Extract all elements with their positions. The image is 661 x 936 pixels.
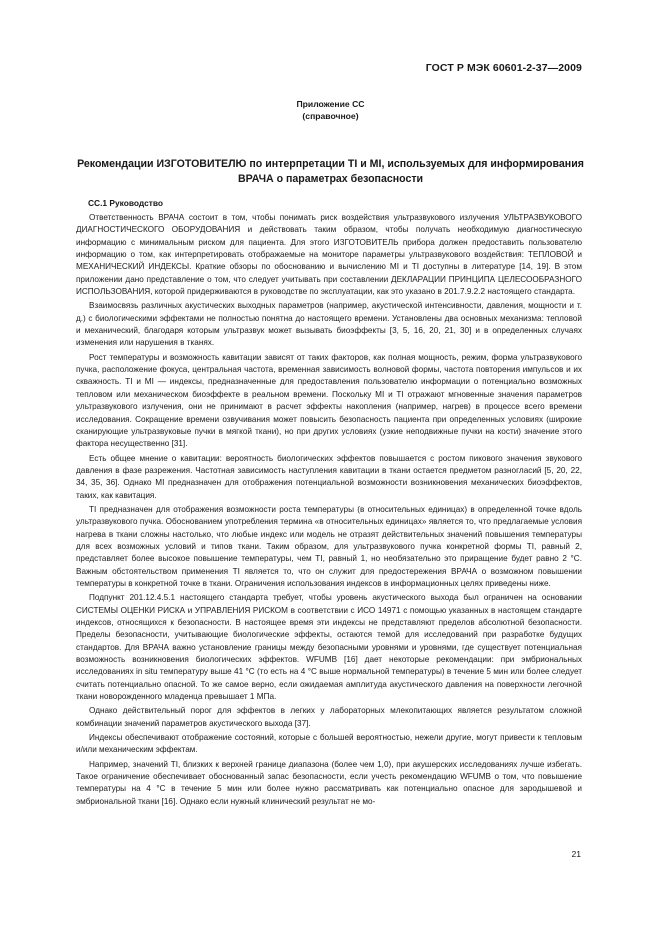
paragraph: Есть общее мнение о кавитации: вероятность биологических эффектов повышается с ростом пикового значения звукового давления в фазе разрежения. Частотная зависимость наступления кавитации в ткани остается предметом разногласий [5, 20, 22, 34, 35, 36]. Однако MI предназначен для отображения потенциальной возможности возникновения механических биоэффектов, таких, как кавитация. <box>76 453 582 500</box>
paragraph: Например, значений TI, близких к верхней границе диапазона (более чем 1,0), при акушерских исследованиях лучше избегать. Такое ограничение обеспечивает обоснованный запас безопасности, если учесть рекомендацию WFUMB о том, что повышение температуры на 4 °С в течение 5 мин или более нужно рассматривать как потенциально опасное для зародышевой и эмбриональной ткани [16]. Однако если нужный клинический результат не мо- <box>76 759 582 806</box>
standard-header: ГОСТ Р МЭК 60601-2-37—2009 <box>425 62 582 74</box>
paragraph: Индексы обеспечивают отображение состояний, которые с большей вероятностью, нежели другие, могут привести к тепловым и/или механическим эффектам. <box>76 733 582 755</box>
paragraph: TI предназначен для отображения возможности роста температуры (в относительных единицах) в определенной точке вдоль ультразвукового пучка. Обоснованием употребления термина «в относительных единицах» является то, что предлагаемые условия нагрева в ткани сложны настолько, что любые индекс или модель не отразят действительных значений повышения температуры для всех возможных условий и типов ткани. Таким образом, для ультразвукового пучка конкретной формы TI, равный 2, представляет более высокое повышение температуры, чем TI, равный 1, но необязательно это приращение будет равно 2 °С. Важным обстоятельством применения TI является то, что он служит для предостережения ВРАЧА о возможном повышении температуры в конкретной точке в ткани. Ограничения использования индексов в информационных целях приведены ниже. <box>76 504 582 588</box>
paragraph: Взаимосвязь различных акустических выходных параметров (например, акустической интенсивности, давления, мощности и т. д.) с биологическими эффектами не полностью понятна до настоящего времени. Установлены два основных механизма: тепловой и механический, благодаря которым ультразвук может вызывать биоэффекты [3, 5, 16, 20, 21, 30] и в определенных случаях изменения или нарушения в тканях. <box>76 301 582 348</box>
paragraph: Рост температуры и возможность кавитации зависят от таких факторов, как полная мощность, режим, форма ультразвукового пучка, расположение фокуса, центральная частота, временная зависимость волновой формы, частота повторения импульсов и их скважность. TI и MI — индексы, предназначенные для предоставления пользователю информации о потенциально возможных тепловом или механическом биоэффекте в реальном времени. Поскольку MI и TI отражают мгновенные значения параметров ультразвукового излучения, они не принимают в расчет эффекты накопления (например, нагрев) в процессе всего времени исследования. Сокращение времени озвучивания может повысить безопасность пациента при определенных условиях (широкие сканирующие ультразвуковые пучки в мягкой ткани), но при других условиях (узкие неподвижные пучки на кости) значение этого фактора несущественно [31]. <box>76 352 582 449</box>
annex-type: (справочное) <box>302 111 359 121</box>
paragraph: Подпункт 201.12.4.5.1 настоящего стандарта требует, чтобы уровень акустического выхода был ограничен на основании СИСТЕМЫ ОЦЕНКИ РИСКА и УПРАВЛЕНИЯ РИСКОМ в соответствии с ИСО 14971 с помощью указанных в настоящем стандарте индексов, относящихся к безопасности. В настоящее время эти индексы не представляют пределов абсолютной безопасности. Пределы безопасности, учитывающие биологические эффекты, остаются темой для исследований при разработке будущих стандартов. Для ВРАЧА важно установление границы между безопасными уровнями и уровнями, где существует потенциальная возможность возникновения биологических эффектов. WFUMB [16] дает некоторые рекомендации: при эмбриональных исследованиях in situ температуру выше 41 °С (то есть на 4 °С выше нормальной температуры) в течение 5 мин или более следует считать потенциально опасной. То же самое верно, если ожидаемая амплитуда акустического давления на поверхности легочной ткани новорожденного младенца превышает 1 МПа. <box>76 593 582 702</box>
annex-heading <box>0 98 661 122</box>
annex-title: Приложение СС <box>296 99 365 109</box>
document-title: Рекомендации ИЗГОТОВИТЕЛЮ по интерпретации TI и MI, используемых для информирования ВРАЧА о параметрах безопасности <box>77 158 584 185</box>
paragraph: Ответственность ВРАЧА состоит в том, чтобы понимать риск воздействия ультразвукового излучения УЛЬТРАЗВУКОВОГО ДИАГНОСТИЧЕСКОГО ОБОРУДОВАНИЯ и действовать таким образом, чтобы получать необходимую диагностическую информацию с минимальным риском для пациента. Для этого ИЗГОТОВИТЕЛЬ прибора должен предоставить пользователю информацию о том, как интерпретировать отображаемые на мониторе параметры ультразвукового воздействия: ТЕПЛОВОЙ и МЕХАНИЧЕСКИЙ ИНДЕКСЫ. Краткие обзоры по обоснованию и вычислению MI и TI доступны в литературе [14, 19]. В этом приложении дано представление о том, что следует учитывать при составлении ДЕКЛАРАЦИИ ПРИНЦИПА ЦЕЛЕСООБРАЗНОГО ИСПОЛЬЗОВАНИЯ, которой придерживаются в руководстве по эксплуатации, как это указано в 201.7.9.2.2 настоящего стандарта. <box>76 213 582 297</box>
section-heading: СС.1 Руководство <box>88 198 164 208</box>
page-number: 21 <box>571 849 581 859</box>
body-text <box>76 212 582 810</box>
paragraph: Однако действительный порог для эффектов в легких у лабораторных млекопитающих является результатом сложной комбинации значений параметров акустического выхода [37]. <box>76 706 582 728</box>
